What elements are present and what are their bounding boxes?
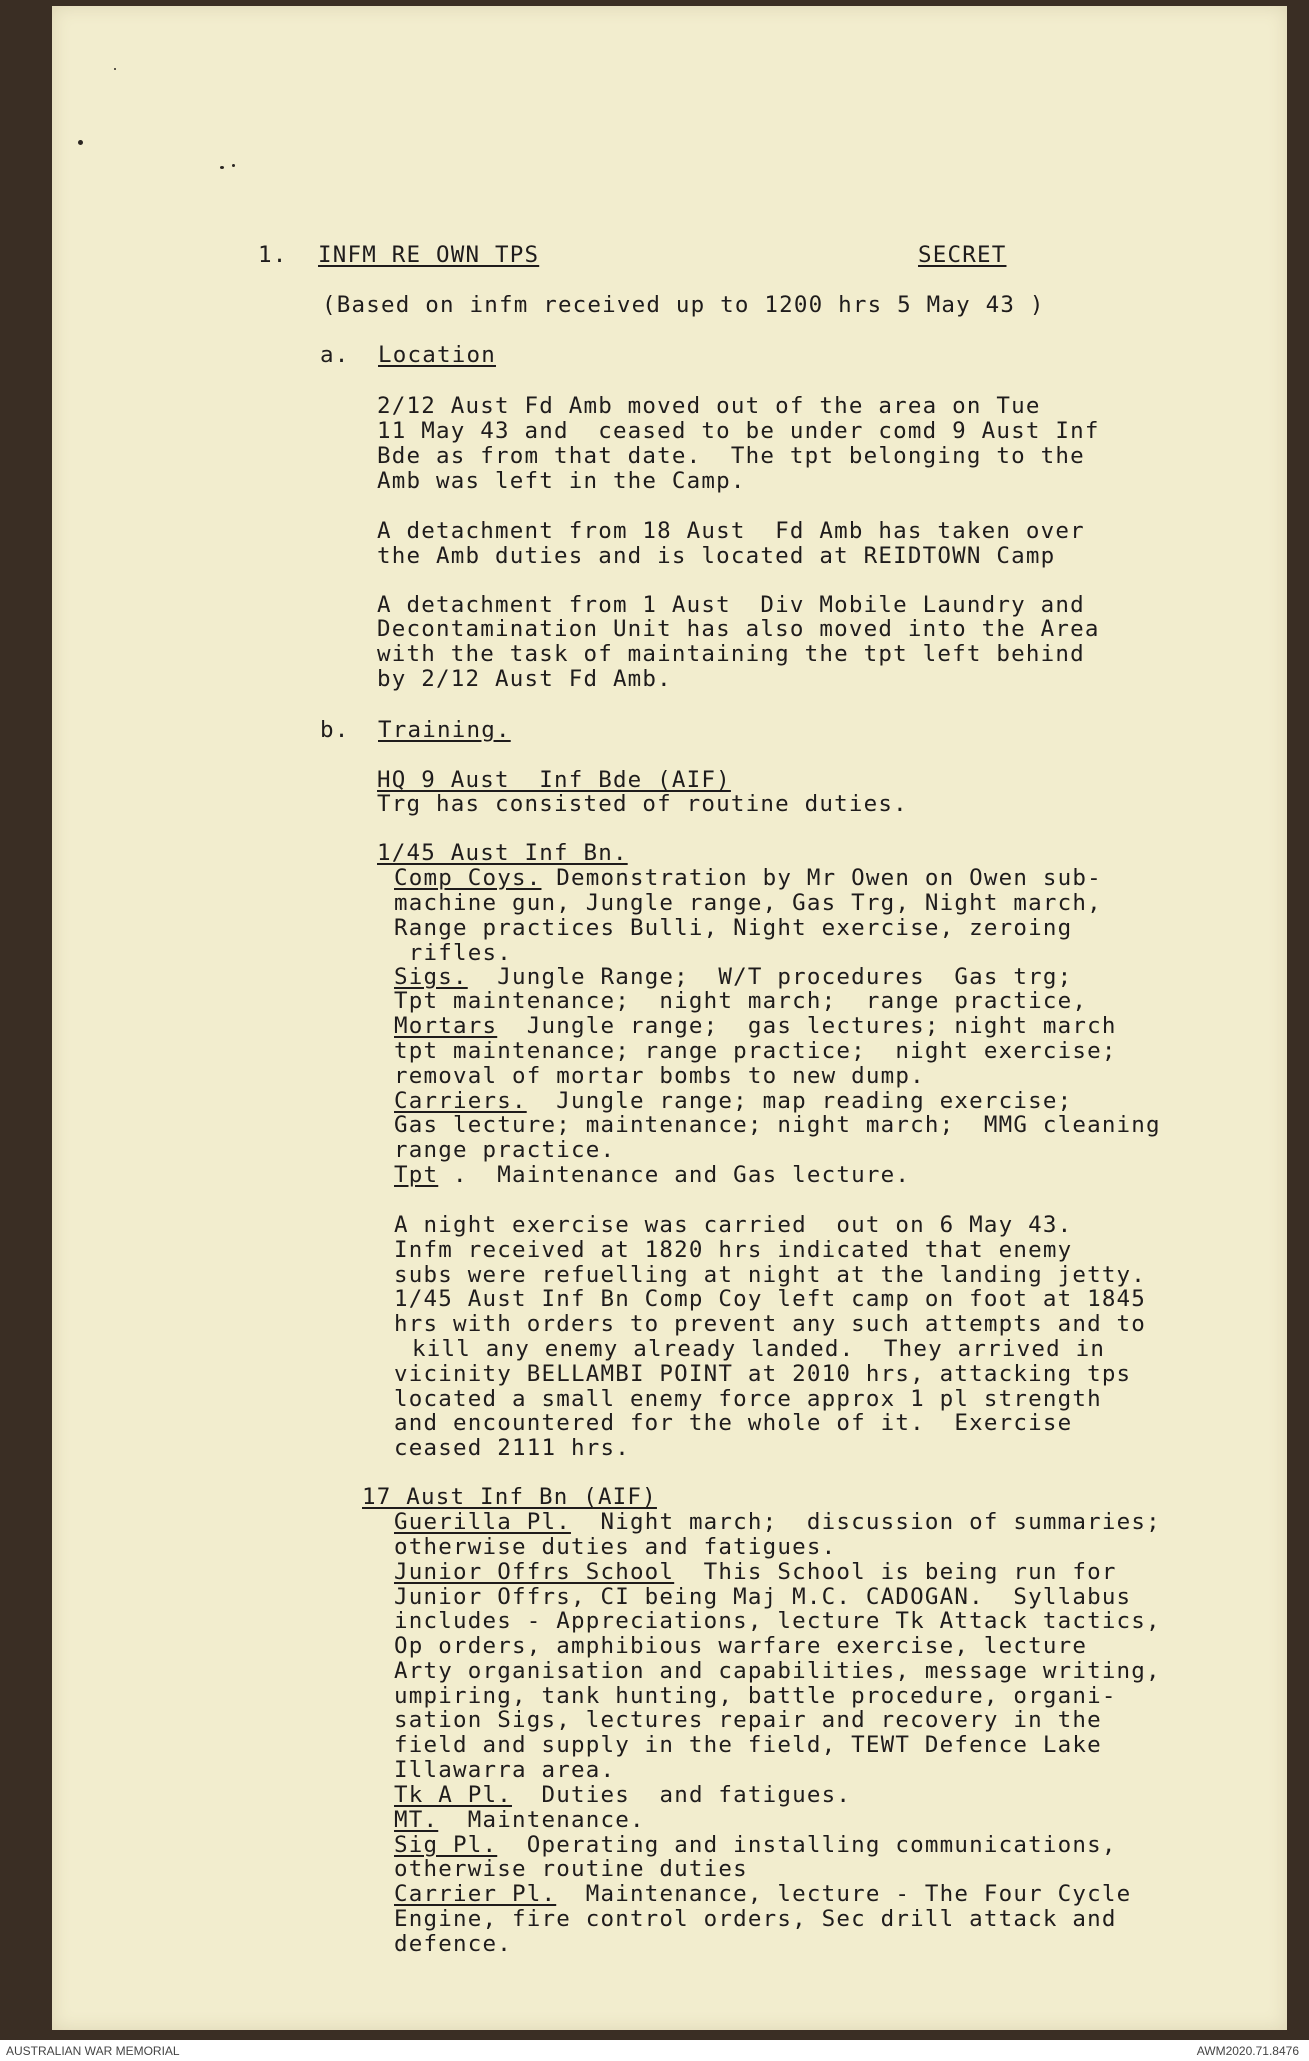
training-line: Arty organisation and capabilities, message writing, bbox=[394, 1658, 1161, 1684]
training-line: otherwise routine duties bbox=[394, 1856, 748, 1882]
training-line bbox=[394, 964, 1072, 990]
exercise-line: ceased 2111 hrs. bbox=[394, 1435, 630, 1461]
battalion-heading: 17 Aust Inf Bn (AIF) bbox=[362, 1484, 657, 1510]
unit-label: Comp Coys. bbox=[394, 865, 542, 891]
training-line: includes - Appreciations, lecture Tk Attack tactics, bbox=[394, 1608, 1161, 1634]
section-b-title: Training. bbox=[378, 717, 511, 743]
location-line: by 2/12 Aust Fd Amb. bbox=[377, 666, 672, 692]
hq-text: Trg has consisted of routine duties. bbox=[377, 791, 908, 817]
training-text: Demonstration by Mr Owen on Owen sub- bbox=[541, 865, 1102, 891]
accession-number: AWM2020.71.8476 bbox=[1196, 2044, 1299, 2058]
location-line: A detachment from 1 Aust Div Mobile Laundry and bbox=[377, 592, 1085, 618]
location-line: Decontamination Unit has also moved into the Area bbox=[377, 616, 1100, 642]
training-line: field and supply in the field, TEWT Defence Lake bbox=[394, 1732, 1102, 1758]
training-text: Operating and installing communications, bbox=[497, 1832, 1117, 1858]
unit-label: Carriers. bbox=[394, 1088, 527, 1114]
exercise-line: and encountered for the whole of it. Exercise bbox=[394, 1410, 1073, 1436]
unit-label: Carrier Pl. bbox=[394, 1881, 557, 1907]
training-line: Range practices Bulli, Night exercise, zeroing bbox=[394, 915, 1073, 941]
location-line: Bde as from that date. The tpt belonging to the bbox=[377, 443, 1085, 469]
unit-label: Tpt bbox=[394, 1162, 439, 1188]
exercise-line: vicinity BELLAMBI POINT at 2010 hrs, attacking tps bbox=[394, 1361, 1132, 1387]
training-line: umpiring, tank hunting, battle procedure, organi- bbox=[394, 1683, 1117, 1709]
training-text: Jungle Range; W/T procedures Gas trg; bbox=[467, 964, 1073, 990]
training-line bbox=[394, 1088, 1072, 1114]
location-line: 11 May 43 and ceased to be under comd 9 Aust Inf bbox=[377, 418, 1100, 444]
section-a-letter: a. bbox=[320, 342, 350, 368]
training-text: Duties and fatigues. bbox=[511, 1782, 852, 1808]
training-line: Gas lecture; maintenance; night march; MMG cleaning bbox=[394, 1112, 1161, 1138]
basis-note: (Based on infm received up to 1200 hrs 5 May 43 ) bbox=[322, 292, 1045, 318]
training-line bbox=[394, 1832, 1117, 1858]
training-line: Engine, fire control orders, Sec drill attack and bbox=[394, 1906, 1117, 1932]
training-line: Junior Offrs, CI being Maj M.C. CADOGAN. Syllabus bbox=[394, 1584, 1132, 1610]
classification-label: SECRET bbox=[918, 242, 1007, 268]
training-line bbox=[394, 1509, 1161, 1535]
exercise-line: A night exercise was carried out on 6 May 43. bbox=[394, 1212, 1073, 1238]
location-line: 2/12 Aust Fd Amb moved out of the area on Tue bbox=[377, 393, 1041, 419]
section-heading: INFM RE OWN TPS bbox=[318, 242, 540, 268]
training-line: defence. bbox=[394, 1931, 512, 1957]
hq-heading: HQ 9 Aust Inf Bde (AIF) bbox=[377, 767, 731, 793]
unit-label: MT. bbox=[394, 1807, 439, 1833]
training-line bbox=[394, 1559, 1117, 1585]
unit-label: Junior Offrs School bbox=[394, 1559, 675, 1585]
training-line: sation Sigs, lectures repair and recovery in the bbox=[394, 1707, 1102, 1733]
exercise-line: Infm received at 1820 hrs indicated that enemy bbox=[394, 1237, 1073, 1263]
archive-footer bbox=[0, 2040, 1309, 2061]
unit-label: Sig Pl. bbox=[394, 1832, 498, 1858]
training-text: Maintenance, lecture - The Four Cycle bbox=[556, 1881, 1132, 1907]
section-b-letter: b. bbox=[320, 717, 350, 743]
training-line: range practice. bbox=[394, 1137, 616, 1163]
unit-label: Mortars bbox=[394, 1013, 498, 1039]
training-line bbox=[394, 1807, 645, 1833]
training-line bbox=[394, 1881, 1131, 1907]
location-line: Amb was left in the Camp. bbox=[377, 468, 746, 494]
exercise-line: hrs with orders to prevent any such attempts and to bbox=[394, 1311, 1147, 1337]
training-line: rifles. bbox=[394, 940, 512, 966]
archive-name: AUSTRALIAN WAR MEMORIAL bbox=[6, 2044, 180, 2058]
training-text: Jungle range; map reading exercise; bbox=[526, 1088, 1073, 1114]
exercise-line: 1/45 Aust Inf Bn Comp Coy left camp on foot at 1845 bbox=[394, 1286, 1147, 1312]
training-line: tpt maintenance; range practice; night exercise; bbox=[394, 1038, 1117, 1064]
training-line bbox=[394, 865, 1102, 891]
battalion-heading: 1/45 Aust Inf Bn. bbox=[377, 840, 628, 866]
exercise-line: subs were refuelling at night at the landing jetty. bbox=[394, 1262, 1147, 1288]
section-a-title: Location bbox=[378, 342, 496, 368]
location-line: with the task of maintaining the tpt left behind bbox=[377, 641, 1085, 667]
training-line bbox=[394, 1013, 1117, 1039]
training-text: . Maintenance and Gas lecture. bbox=[438, 1162, 911, 1188]
exercise-line: kill any enemy already landed. They arrived in bbox=[412, 1336, 1106, 1362]
location-line: the Amb duties and is located at REIDTOWN Camp bbox=[377, 543, 1056, 569]
unit-label: Guerilla Pl. bbox=[394, 1509, 571, 1535]
training-line bbox=[394, 1162, 910, 1188]
training-line: Tpt maintenance; night march; range practice, bbox=[394, 988, 1088, 1014]
training-text: Maintenance. bbox=[438, 1807, 645, 1833]
exercise-line: located a small enemy force approx 1 pl strength bbox=[394, 1386, 1102, 1412]
training-text: Jungle range; gas lectures; night march bbox=[497, 1013, 1117, 1039]
training-text: This School is being run for bbox=[674, 1559, 1117, 1585]
training-line: Op orders, amphibious warfare exercise, lecture bbox=[394, 1633, 1088, 1659]
item-number: 1. bbox=[258, 242, 288, 268]
training-text: Night march; discussion of summaries; bbox=[570, 1509, 1161, 1535]
training-line: removal of mortar bombs to new dump. bbox=[394, 1063, 925, 1089]
unit-label: Tk A Pl. bbox=[394, 1782, 512, 1808]
training-line: Illawarra area. bbox=[394, 1757, 616, 1783]
training-line: machine gun, Jungle range, Gas Trg, Night march, bbox=[394, 890, 1102, 916]
location-line: A detachment from 18 Aust Fd Amb has taken over bbox=[377, 518, 1085, 544]
training-line: otherwise duties and fatigues. bbox=[394, 1534, 837, 1560]
unit-label: Sigs. bbox=[394, 964, 468, 990]
training-line bbox=[394, 1782, 851, 1808]
